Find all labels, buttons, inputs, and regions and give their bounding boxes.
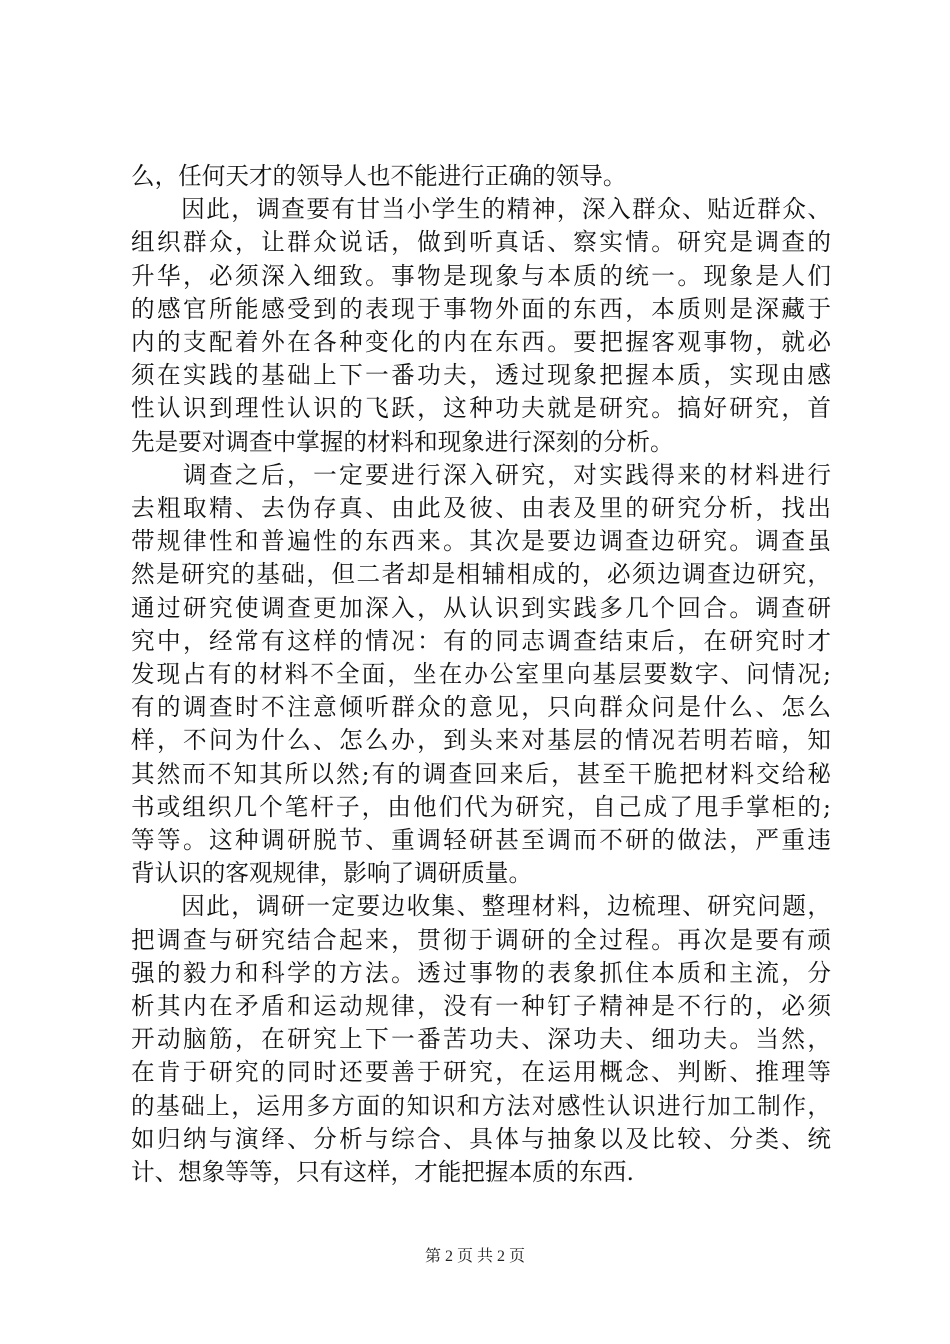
text-line: 开动脑筋，在研究上下一番苦功夫、深功夫、细功夫。当然， bbox=[131, 1025, 831, 1054]
text-line: 么，任何天才的领导人也不能进行正确的领导。 bbox=[131, 162, 627, 190]
text-line: 有的调查时不注意倾听群众的意见，只向群众问是什么、怎么 bbox=[131, 693, 831, 722]
text-line: 析其内在矛盾和运动规律，没有一种钉子精神是不行的，必须 bbox=[131, 992, 831, 1020]
text-line: 内的支配着外在各种变化的内在东西。要把握客观事物，就必 bbox=[131, 328, 831, 356]
text-line: 的基础上，运用多方面的知识和方法对感性认识进行加工制作， bbox=[131, 1091, 831, 1120]
page-footer: 第 2 页 共 2 页 bbox=[424, 1248, 525, 1265]
text-line: 性认识到理性认识的飞跃，这种功夫就是研究。搞好研究，首 bbox=[131, 394, 831, 423]
text-line: 调查之后，一定要进行深入研究，对实践得来的材料进行 bbox=[131, 460, 831, 489]
text-line: 书或组织几个笔杆子，由他们代为研究，自己成了甩手掌柜的; bbox=[131, 792, 831, 821]
text-line: 因此，调查要有甘当小学生的精神，深入群众、贴近群众、 bbox=[131, 195, 831, 224]
text-line: 背认识的客观规律，影响了调研质量。 bbox=[131, 859, 533, 888]
text-line: 如归纳与演绎、分析与综合、具体与抽象以及比较、分类、统 bbox=[131, 1124, 831, 1153]
text-line: 究中，经常有这样的情况：有的同志调查结束后，在研究时才 bbox=[131, 626, 831, 655]
text-line: 样，不问为什么、怎么办，到头来对基层的情况若明若暗，知 bbox=[131, 726, 831, 755]
text-line: 须在实践的基础上下一番功夫，透过现象把握本质，实现由感 bbox=[131, 361, 831, 390]
text-line: 计、想象等等，只有这样，才能把握本质的东西. bbox=[131, 1158, 634, 1186]
text-line: 升华，必须深入细致。事物是现象与本质的统一。现象是人们 bbox=[131, 261, 831, 290]
text-line: 强的毅力和科学的方法。透过事物的表象抓住本质和主流，分 bbox=[131, 958, 831, 987]
text-line: 把调查与研究结合起来，贯彻于调研的全过程。再次是要有顽 bbox=[131, 925, 831, 954]
text-line: 先是要对调查中掌握的材料和现象进行深刻的分析。 bbox=[131, 427, 674, 456]
text-line: 然是研究的基础，但二者却是相辅相成的，必须边调查边研究， bbox=[131, 560, 831, 589]
text-line: 带规律性和普遍性的东西来。其次是要边调查边研究。调查虽 bbox=[131, 527, 831, 556]
text-line: 其然而不知其所以然;有的调查回来后，甚至干脆把材料交给秘 bbox=[131, 759, 831, 788]
text-line: 组织群众，让群众说话，做到听真话、察实情。研究是调查的 bbox=[131, 228, 831, 257]
text-line: 发现占有的材料不全面，坐在办公室里向基层要数字、问情况; bbox=[131, 660, 831, 688]
text-line: 在肯于研究的同时还要善于研究，在运用概念、判断、推理等 bbox=[131, 1058, 831, 1087]
text-line: 去粗取精、去伪存真、由此及彼、由表及里的研究分析，找出 bbox=[131, 494, 831, 522]
text-line: 的感官所能感受到的表现于事物外面的东西，本质则是深藏于 bbox=[131, 294, 831, 323]
text-line: 等等。这种调研脱节、重调轻研甚至调而不研的做法，严重违 bbox=[131, 826, 831, 854]
text-line: 因此，调研一定要边收集、整理材料，边梳理、研究问题， bbox=[131, 892, 831, 921]
text-line: 通过研究使调查更加深入，从认识到实践多几个回合。调查研 bbox=[131, 593, 831, 622]
